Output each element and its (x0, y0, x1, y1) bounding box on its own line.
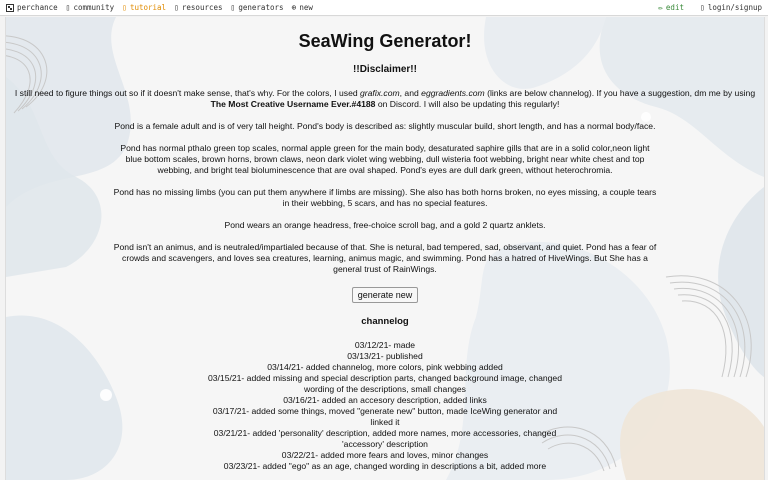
nav-new-label: new (299, 3, 313, 12)
generator-content (6, 17, 764, 472)
nav-community-label: community (73, 3, 115, 12)
perchance-logo-icon (6, 4, 14, 12)
edit-button[interactable] (658, 3, 684, 12)
nav-community[interactable] (66, 3, 114, 12)
resources-icon: ▯ (174, 2, 179, 12)
disclaimer-text (8, 88, 762, 110)
account-nav (658, 3, 762, 12)
nav-perchance-label: perchance (17, 3, 58, 12)
description-accessories: Pond wears an orange headress, free-choice scroll bag, and a gold 2 quartz anklets. (224, 220, 546, 230)
description-personality: Pond isn't an animus, and is neutraled/impartialed because of that. She is netural, bad tempered, sad, observant, and quiet. Pond has a fear of crowds and scavengers, and loves sea creatures, learning, animus magic, and swimming. Pond has a hatred of HiveWings. But She has a general trust of RainWings. (113, 242, 657, 274)
intro-text-2: , and (399, 88, 422, 98)
nav-generators[interactable] (231, 3, 284, 12)
tutorial-icon: ▯ (122, 2, 127, 12)
grafix-link[interactable]: grafix.com (360, 88, 400, 98)
login-button[interactable] (700, 3, 762, 12)
changelog-heading: channelog (361, 316, 409, 327)
changelog-entry: 03/14/21- added channelog, more colors, pink webbing added (267, 362, 503, 372)
page-title: SeaWing Generator! (298, 31, 472, 51)
edit-label: edit (665, 3, 684, 12)
changelog-entry: 03/21/21- added 'personality' description, added more names, more accessories, changed 'accessory' description (213, 428, 557, 449)
changelog-list (205, 340, 565, 472)
site-nav (6, 3, 658, 12)
description-colors: Pond has normal pthalo green top scales, normal apple green for the main body, desaturated saphire gills that are in a solid color,neon light blue bottom scales, brown horns, brown claws, neon dark violet wing webbing, dull wisteria foot webbing, bright near white chest and top webbing, and bright teal bioluminescence that are oval shaped. Pond's eyes are dull dark green, without heterochromia. (120, 143, 650, 175)
changelog-entry: 03/15/21- added missing and special description parts, changed background image, changed wording of the descriptions, small changes (207, 373, 562, 394)
nav-perchance[interactable] (6, 3, 58, 12)
nav-tutorial-label: tutorial (129, 3, 167, 12)
intro-text-4: on Discord. I will also be updating this regularly! (375, 99, 560, 109)
generators-icon: ▯ (230, 2, 236, 12)
nav-generators-label: generators (238, 3, 284, 12)
description-injuries: Pond has no missing limbs (you can put them anywhere if limbs are missing). She also has both horns broken, no eyes missing, a couple tears in their webbing, 5 scars, and has no special features. (113, 187, 657, 208)
intro-text-1: I still need to figure things out so if it doesn't make sense, that's why. For the colors, I used (14, 88, 361, 98)
discord-username: The Most Creative Username Ever.#4188 (210, 99, 376, 109)
nav-resources-label: resources (181, 3, 223, 12)
intro-text-3: (links are below channelog). If you have a suggestion, dm me by using (484, 88, 756, 98)
changelog-entry: 03/17/21- added some things, moved "generate new" button, made IceWing generator and linked it (212, 406, 558, 427)
eggradients-link[interactable]: eggradients.com (421, 88, 485, 98)
changelog-entry: 03/23/21- added "ego" as an age, changed wording in descriptions a bit, added more (223, 461, 547, 471)
changelog-entry: 03/12/21- made (354, 340, 416, 350)
changelog-entry: 03/22/21- added more fears and loves, minor changes (281, 450, 489, 460)
top-navigation-bar (0, 0, 768, 16)
description-body: Pond is a female adult and is of very tall height. Pond's body is described as: slightly muscular build, short length, and has a normal body/face. (114, 121, 656, 131)
login-label: login/signup (707, 3, 762, 12)
disclaimer-heading: !!Disclaimer!! (353, 64, 417, 75)
changelog-entry: 03/16/21- added an accesory description, added links (283, 395, 487, 405)
edit-icon: ✏ (658, 2, 663, 12)
community-icon: ▯ (65, 2, 71, 12)
nav-tutorial[interactable] (122, 3, 166, 12)
login-icon: ▯ (699, 2, 705, 12)
generate-new-button[interactable]: generate new (352, 287, 419, 303)
generator-page (5, 17, 765, 480)
nav-new[interactable] (292, 3, 313, 12)
nav-resources[interactable] (174, 3, 222, 12)
plus-icon: ⊕ (291, 2, 297, 12)
changelog-entry: 03/13/21- published (347, 351, 423, 361)
